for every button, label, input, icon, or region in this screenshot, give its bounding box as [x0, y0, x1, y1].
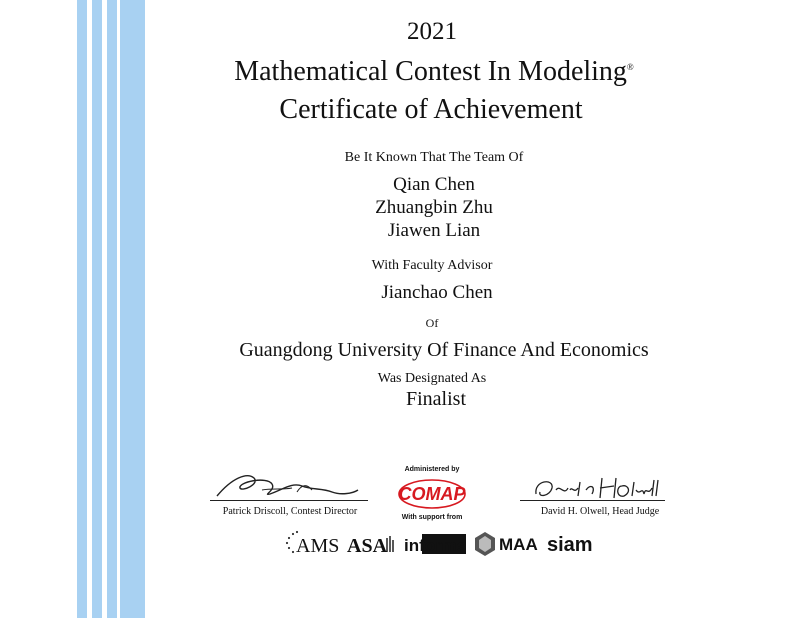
judge-signature	[530, 472, 665, 502]
advisor-name: Jianchao Chen	[381, 282, 493, 303]
siam-logo	[547, 528, 607, 558]
contest-title	[234, 56, 634, 88]
informs-logo	[402, 528, 470, 558]
registered-mark: ®	[626, 62, 634, 72]
asa-logo-text: ASA	[347, 535, 388, 557]
team-member-2: Zhuangbin Zhu	[375, 197, 493, 218]
maa-logo-text: MAA	[499, 535, 538, 554]
left-stripe-3	[107, 0, 117, 618]
team-member-3: Jiawen Lian	[387, 220, 481, 241]
director-caption: Patrick Driscoll, Contest Director	[222, 506, 358, 517]
team-member-1: Qian Chen	[393, 174, 475, 195]
ams-logo	[285, 528, 345, 558]
left-stripe-4	[120, 0, 145, 618]
of-label: Of	[425, 316, 439, 330]
director-signature-line	[210, 500, 368, 501]
judge-signature-line	[520, 500, 665, 501]
with-advisor-text: With Faculty Advisor	[371, 258, 493, 273]
left-stripe-2	[92, 0, 102, 618]
comap-logo-text: COMAP	[398, 484, 466, 504]
certificate-year: 2021	[407, 18, 457, 45]
designation: Finalist	[405, 388, 467, 410]
institution-name: Guangdong University Of Finance And Economics	[239, 339, 649, 361]
maa-logo	[473, 528, 543, 558]
siam-logo-text: siam	[547, 534, 593, 556]
judge-caption: David H. Olwell, Head Judge	[540, 506, 660, 517]
contest-name: Mathematical Contest In Modeling	[234, 56, 627, 87]
support-label: With support from	[401, 514, 463, 521]
certificate-heading: Certificate of Achievement	[279, 94, 583, 125]
be-it-known-text: Be It Known That The Team Of	[344, 150, 524, 165]
ams-logo-text: AMS	[296, 535, 340, 557]
director-signature	[212, 470, 362, 502]
administered-by-label: Administered by	[404, 466, 460, 473]
informs-logo-text: informs	[404, 536, 467, 555]
asa-logo	[347, 528, 395, 558]
comap-logo	[396, 475, 468, 511]
designated-label: Was Designated As	[377, 371, 487, 386]
left-stripe-1	[77, 0, 87, 618]
